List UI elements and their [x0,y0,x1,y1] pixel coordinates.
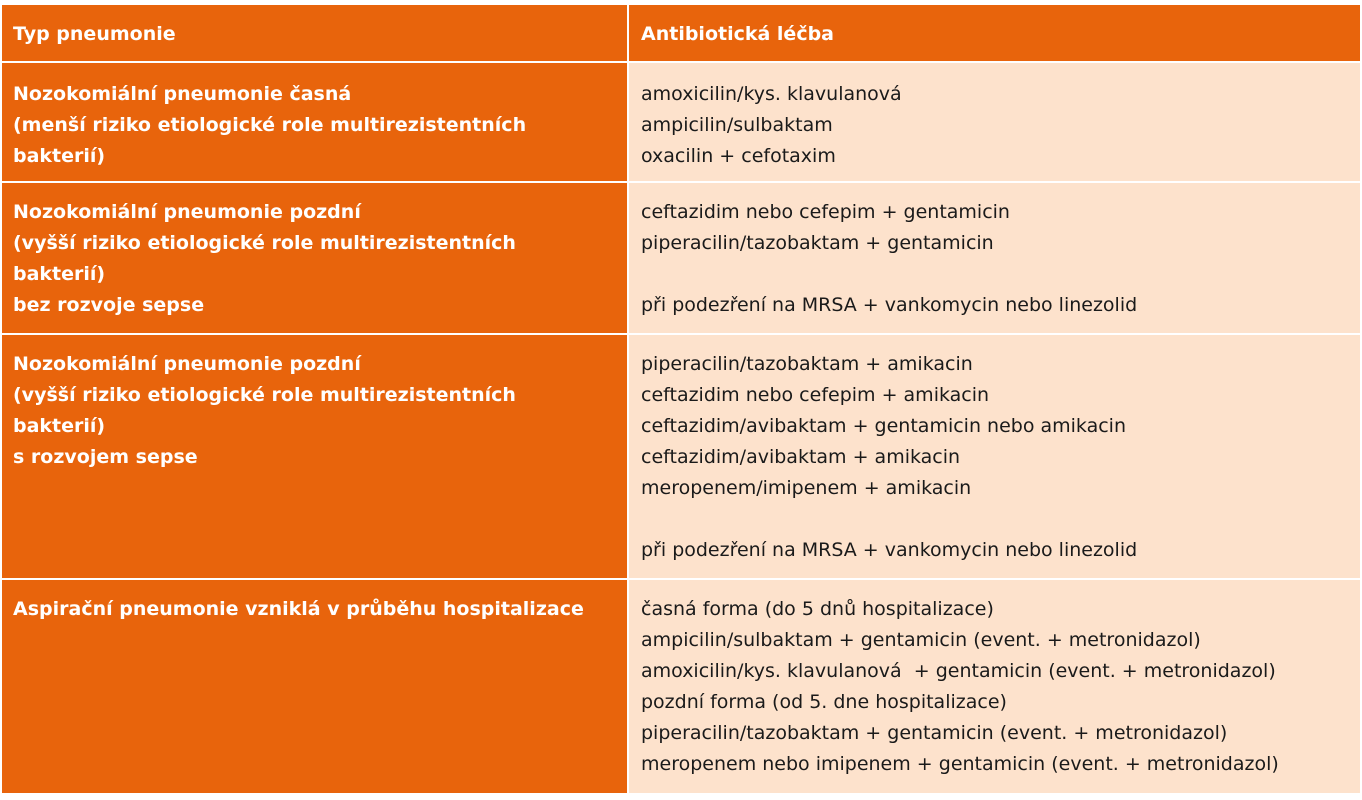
antibiotic-table [2,5,1360,795]
treatment-line: meropenem nebo imipenem + gentamicin (event. + metronidazol) [641,753,1279,775]
table-row [2,63,1360,183]
treatment-line: oxacilin + cefotaxim [641,145,836,167]
type-line: Nozokomiální pneumonie pozdní [13,353,361,375]
type-line: bakterií) [13,415,106,437]
table-row [2,580,1360,795]
type-line: Aspirační pneumonie vzniklá v průběhu hospitalizace [13,598,584,620]
treatment-line: amoxicilin/kys. klavulanová [641,83,902,105]
treatment-line: ampicilin/sulbaktam [641,114,833,136]
pneumonia-type-cell [2,335,629,578]
type-line: (vyšší riziko etiologické role multirezistentních [13,384,516,406]
treatment-line: časná forma (do 5 dnů hospitalizace) [641,598,994,620]
pneumonia-type-cell [2,580,629,793]
treatment-line: piperacilin/tazobaktam + gentamicin (event. + metronidazol) [641,722,1228,744]
treatment-line: amoxicilin/kys. klavulanová + gentamicin (event. + metronidazol) [641,660,1276,682]
treatment-line: meropenem/imipenem + amikacin [641,477,972,499]
treatment-cell [629,63,1360,181]
table-row [2,183,1360,335]
pneumonia-type-cell [2,183,629,333]
type-line: bez rozvoje sepse [13,294,205,316]
table-header-row [2,5,1360,63]
header-treatment: Antibiotická léčba [629,5,1360,61]
type-line: (vyšší riziko etiologické role multirezistentních [13,232,516,254]
treatment-line: piperacilin/tazobaktam + gentamicin [641,232,994,254]
blank-line [641,259,1360,290]
treatment-line: pozdní forma (od 5. dne hospitalizace) [641,691,1007,713]
treatment-line: ceftazidim nebo cefepim + amikacin [641,384,990,406]
treatment-line: při podezření na MRSA + vankomycin nebo linezolid [641,294,1138,316]
type-line: (menší riziko etiologické role multirezistentních [13,114,527,136]
header-type: Typ pneumonie [2,5,629,61]
type-line: Nozokomiální pneumonie pozdní [13,201,361,223]
treatment-line: ceftazidim/avibaktam + amikacin [641,446,961,468]
pneumonia-type-cell [2,63,629,181]
treatment-line: ampicilin/sulbaktam + gentamicin (event. + metronidazol) [641,629,1201,651]
type-line: Nozokomiální pneumonie časná [13,83,352,105]
type-line: bakterií) [13,145,106,167]
treatment-cell [629,335,1360,578]
type-line: bakterií) [13,263,106,285]
treatment-cell [629,183,1360,333]
table-row [2,335,1360,580]
treatment-cell [629,580,1360,793]
treatment-line: ceftazidim nebo cefepim + gentamicin [641,201,1010,223]
treatment-line: ceftazidim/avibaktam + gentamicin nebo amikacin [641,415,1127,437]
type-line: s rozvojem sepse [13,446,198,468]
treatment-line: piperacilin/tazobaktam + amikacin [641,353,973,375]
blank-line [641,504,1360,535]
treatment-line: při podezření na MRSA + vankomycin nebo linezolid [641,539,1138,561]
